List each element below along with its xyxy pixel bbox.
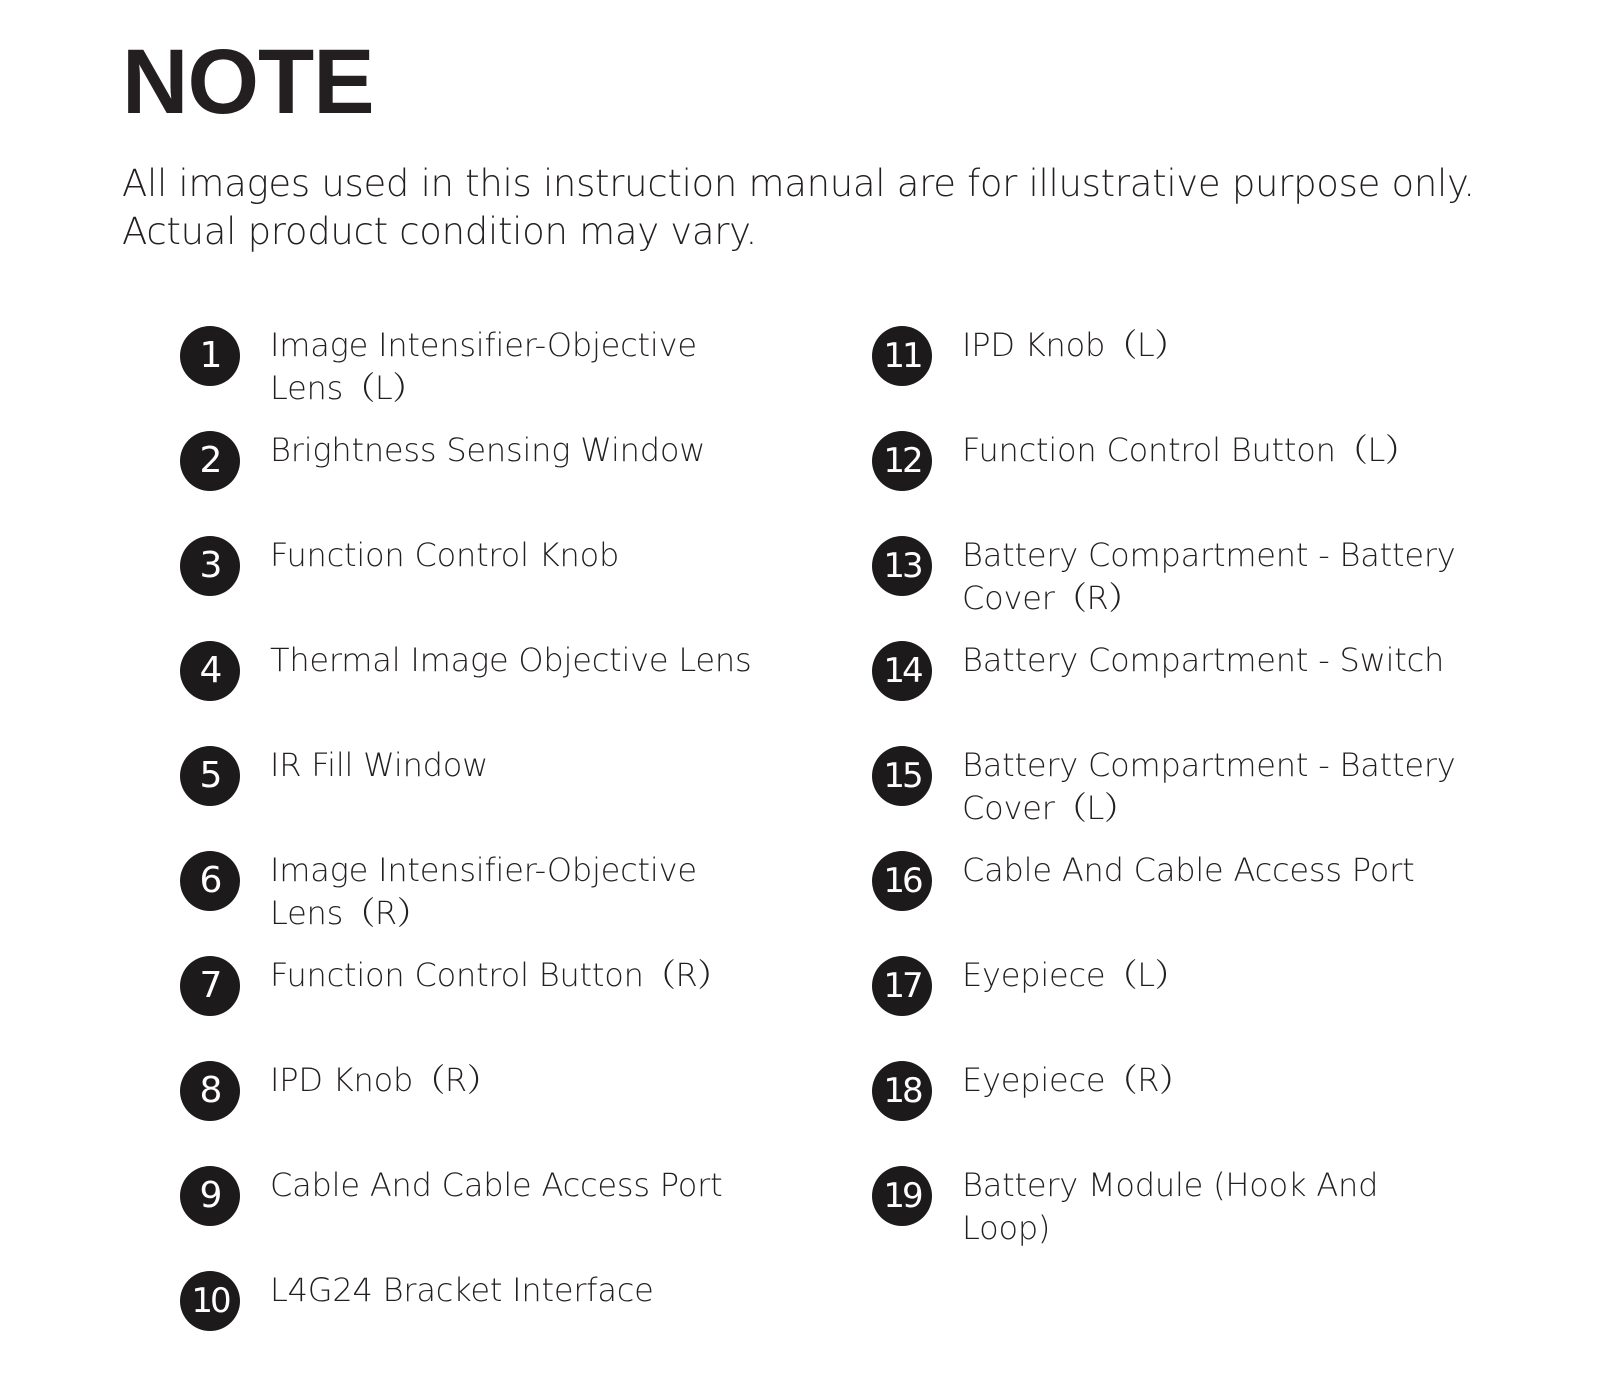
part-label-line: Thermal Image Objective Lens [270, 641, 752, 679]
part-item [872, 429, 1512, 534]
part-number-badge: 16 [872, 851, 932, 911]
part-number-badge: 1 [180, 326, 240, 386]
part-item [180, 849, 780, 954]
part-label-line: Battery Compartment - Battery [962, 536, 1456, 574]
part-label [962, 1059, 1482, 1102]
part-label-line: Eyepiece（L） [962, 956, 1187, 994]
part-item [872, 1164, 1512, 1269]
part-number-badge: 2 [180, 431, 240, 491]
part-item [872, 639, 1512, 744]
part-label [270, 744, 790, 787]
part-label-line: Battery Compartment - Battery [962, 746, 1456, 784]
part-number-badge: 10 [180, 1271, 240, 1331]
part-item [180, 429, 780, 534]
part-item [180, 534, 780, 639]
note-paragraph [122, 160, 1562, 256]
part-label [270, 429, 790, 472]
part-number-badge: 11 [872, 326, 932, 386]
part-item [180, 744, 780, 849]
note-line: Actual product condition may vary. [122, 210, 757, 253]
part-label-line: IPD Knob（R） [270, 1061, 499, 1099]
part-number-badge: 3 [180, 536, 240, 596]
parts-list-left [180, 324, 780, 1374]
part-label [962, 744, 1482, 830]
part-label [962, 1164, 1482, 1250]
part-number-badge: 14 [872, 641, 932, 701]
part-label [270, 1059, 790, 1102]
part-item [180, 1164, 780, 1269]
part-label-line: IR Fill Window [270, 746, 489, 784]
part-label-line: L4G24 Bracket Interface [270, 1271, 654, 1309]
part-label [962, 954, 1482, 997]
part-label [270, 639, 790, 682]
part-number-badge: 19 [872, 1166, 932, 1226]
part-label [962, 534, 1482, 620]
part-label [270, 534, 790, 577]
part-number-badge: 12 [872, 431, 932, 491]
part-label-line: Lens（R） [270, 894, 429, 932]
part-number-badge: 13 [872, 536, 932, 596]
part-number-badge: 17 [872, 956, 932, 1016]
part-label-line: Cover（L） [962, 789, 1136, 827]
part-label-line: IPD Knob（L） [962, 326, 1187, 364]
part-item [180, 1269, 780, 1374]
part-item [180, 1059, 780, 1164]
part-label-line: Brightness Sensing Window [270, 431, 706, 469]
part-item [872, 324, 1512, 429]
part-label [270, 954, 790, 997]
part-number-badge: 8 [180, 1061, 240, 1121]
part-number-badge: 9 [180, 1166, 240, 1226]
part-label [962, 849, 1482, 892]
part-number-badge: 18 [872, 1061, 932, 1121]
note-line: All images used in this instruction manual are for illustrative purpose only. [122, 162, 1475, 205]
part-item [180, 324, 780, 429]
part-number-badge: 4 [180, 641, 240, 701]
part-label-line: Eyepiece（R） [962, 1061, 1192, 1099]
part-label-line: Lens（L） [270, 369, 425, 407]
part-label-line: Image Intensifier-Objective [270, 851, 697, 889]
part-item [872, 1059, 1512, 1164]
part-label-line: Cable And Cable Access Port [270, 1166, 723, 1204]
part-label [962, 324, 1482, 367]
part-label-line: Battery Module (Hook And [962, 1166, 1379, 1204]
part-label [962, 639, 1482, 682]
parts-list-right [872, 324, 1512, 1269]
part-label-line: Cable And Cable Access Port [962, 851, 1415, 889]
part-item [872, 849, 1512, 954]
part-label-line: Cover（R） [962, 579, 1141, 617]
part-number-badge: 5 [180, 746, 240, 806]
part-label [270, 324, 790, 410]
part-item [180, 954, 780, 1059]
part-label-line: Function Control Button（R） [270, 956, 730, 994]
part-number-badge: 15 [872, 746, 932, 806]
part-number-badge: 7 [180, 956, 240, 1016]
part-item [872, 744, 1512, 849]
page-title: NOTE [122, 31, 374, 133]
part-label-line: Battery Compartment - Switch [962, 641, 1445, 679]
part-label [270, 1164, 790, 1207]
part-label-line: Function Control Knob [270, 536, 620, 574]
part-label [270, 849, 790, 935]
part-label-line: Loop) [962, 1209, 1051, 1247]
part-item [872, 954, 1512, 1059]
part-label-line: Function Control Button（L） [962, 431, 1417, 469]
part-item [180, 639, 780, 744]
part-item [872, 534, 1512, 639]
part-label [962, 429, 1482, 472]
part-label [270, 1269, 790, 1312]
part-label-line: Image Intensifier-Objective [270, 326, 697, 364]
part-number-badge: 6 [180, 851, 240, 911]
